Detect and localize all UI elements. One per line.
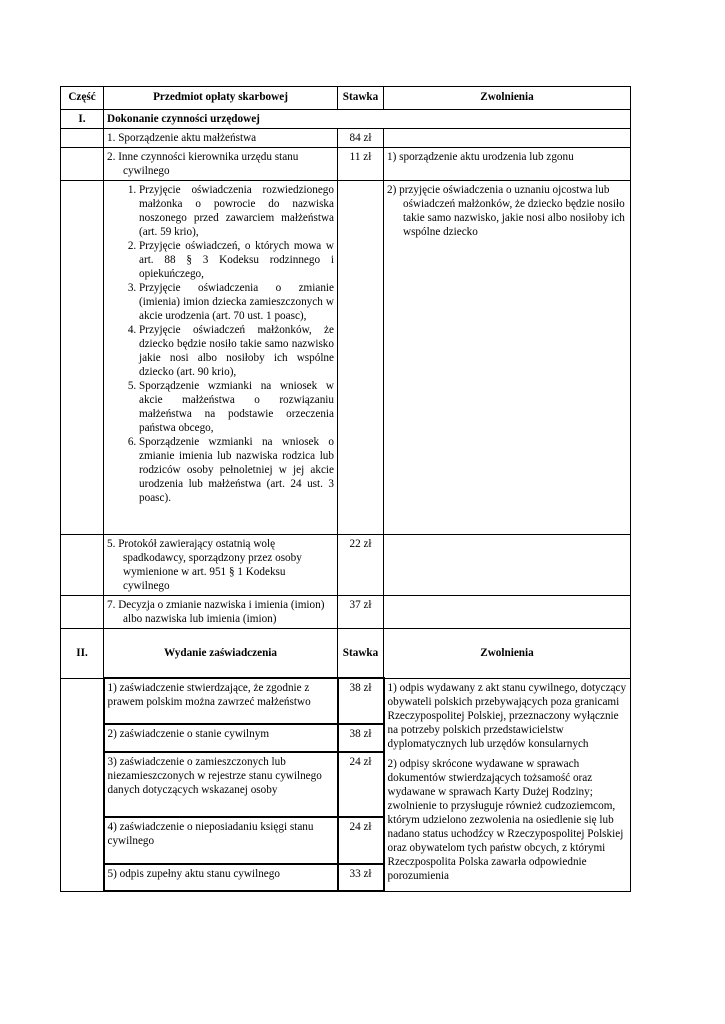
row-subject: 1) zaświadczenie stwierdzające, że zgodnie z prawem polskim można zawrzeć małżeństwo	[104, 678, 338, 724]
row-subject: 1. Sporządzenie aktu małżeństwa	[104, 129, 338, 148]
section-2-exemption-header: Zwolnienia	[384, 629, 631, 679]
row-rate: 22 zł	[338, 535, 384, 596]
row-rate: 84 zł	[338, 129, 384, 148]
acts-list-cell	[104, 181, 338, 535]
row-exemption: 2) przyjęcie oświadczenia o uznaniu ojcostwa lub oświadczeń małżonków, że dziecko będzie nosiło takie samo nazwisko, jakie nosi albo nosiłoby ich wspólne dziecko	[384, 181, 631, 535]
row-subject: 5. Protokół zawierający ostatnią wolę spadkodawcy, sporządzony przez osoby wymienione w art. 951 § 1 Kodeksu cywilnego	[104, 535, 338, 596]
header-exemptions: Zwolnienia	[384, 87, 631, 110]
list-item: 5. Sporządzenie wzmianki na wniosek w akcie małżeństwa o rozwiązaniu małżeństwa na podstawie orzeczenia państwa obcego,	[139, 379, 334, 435]
table-row	[61, 181, 631, 535]
row-subject: 2. Inne czynności kierownika urzędu stanu cywilnego	[104, 148, 338, 181]
exemption-text: 2) odpisy skrócone wydawane w sprawach dokumentów stwierdzających tożsamość oraz wydawane w sprawach Karty Dużej Rodziny; zwolnienie to przysługuje również cudzoziemcom, którym udzielono zezwolenia na osiedlenie się lub nadano status uchodźcy w Rzeczypospolitej Polskiej oraz obywatelom tych państw obcych, z którymi Rzeczpospolita Polska zawarła odpowiednie porozumienia	[387, 757, 624, 882]
fee-table	[60, 86, 631, 892]
list-item: 4. Przyjęcie oświadczeń małżonków, że dziecko będzie nosiło takie samo nazwisko jakie nosi albo nosiłoby ich wspólne dziecko (art. 90 krio),	[139, 323, 334, 379]
list-item: 6. Sporządzenie wzmianki na wniosek o zmianie imienia lub nazwiska rodzica lub rodziców osoby pełnoletniej w jej akcie urodzenia lub małżeństwa (art. 24 ust. 3 poasc).	[139, 435, 334, 505]
section-1-title: Dokonanie czynności urzędowej	[104, 110, 631, 129]
list-item: 1. Przyjęcie oświadczenia rozwiedzionego małżonka o powrocie do nazwiska noszonego przed zawarciem małżeństwa (art. 59 krio),	[139, 183, 334, 239]
list-item: 3. Przyjęcie oświadczenia o zmianie (imienia) imion dziecka zamieszczonych w akcie urodzenia (art. 70 ust. 1 poasc),	[139, 281, 334, 323]
table-row	[61, 535, 631, 596]
section-1-row	[61, 110, 631, 129]
row-exemption: 1) sporządzenie aktu urodzenia lub zgonu	[384, 148, 631, 181]
row-rate: 38 zł	[338, 724, 384, 751]
header-subject: Przedmiot opłaty skarbowej	[104, 87, 338, 110]
table-row	[61, 596, 631, 629]
section-2-rate-header: Stawka	[338, 629, 384, 679]
row-subject: 5) odpis zupełny aktu stanu cywilnego	[104, 864, 338, 891]
row-rate: 38 zł	[338, 678, 384, 724]
row-rate: 11 zł	[338, 148, 384, 181]
row-subject: 3) zaświadczenie o zamieszczonych lub niezamieszczonych w rejestrze stanu cywilnego danych dotyczących wskazanej osoby	[104, 752, 338, 818]
header-rate: Stawka	[338, 87, 384, 110]
section-2-row	[61, 629, 631, 679]
table-row	[61, 148, 631, 181]
acts-list	[107, 183, 334, 505]
row-rate: 37 zł	[338, 596, 384, 629]
header-part: Część	[61, 87, 104, 110]
table-row	[61, 129, 631, 148]
section-1-number: I.	[61, 110, 104, 129]
row-subject: 7. Decyzja o zmianie nazwiska i imienia (imion) albo nazwiska lub imienia (imion)	[104, 596, 338, 629]
row-rate: 24 zł	[338, 817, 384, 863]
section-2-exemptions	[384, 678, 631, 891]
row-subject: 4) zaświadczenie o nieposiadaniu księgi stanu cywilnego	[104, 817, 338, 863]
row-rate: 33 zł	[338, 864, 384, 891]
section-2-number: II.	[61, 629, 104, 679]
list-item: 2. Przyjęcie oświadczeń, o których mowa w art. 88 § 3 Kodeksu rodzinnego i opiekuńczego,	[139, 239, 334, 281]
header-row	[61, 87, 631, 110]
section-2-title: Wydanie zaświadczenia	[104, 629, 338, 679]
row-rate: 24 zł	[338, 752, 384, 818]
table-row	[61, 678, 631, 724]
row-subject: 2) zaświadczenie o stanie cywilnym	[104, 724, 338, 751]
exemption-text: 1) odpis wydawany z akt stanu cywilnego, dotyczący obywateli polskich przebywających poza granicami Rzeczypospolitej Polskiej, przeznaczony wyłącznie na potrzeby polskich przedstawicielstw dyplomatycznych lub urzędów konsularnych	[387, 681, 627, 750]
